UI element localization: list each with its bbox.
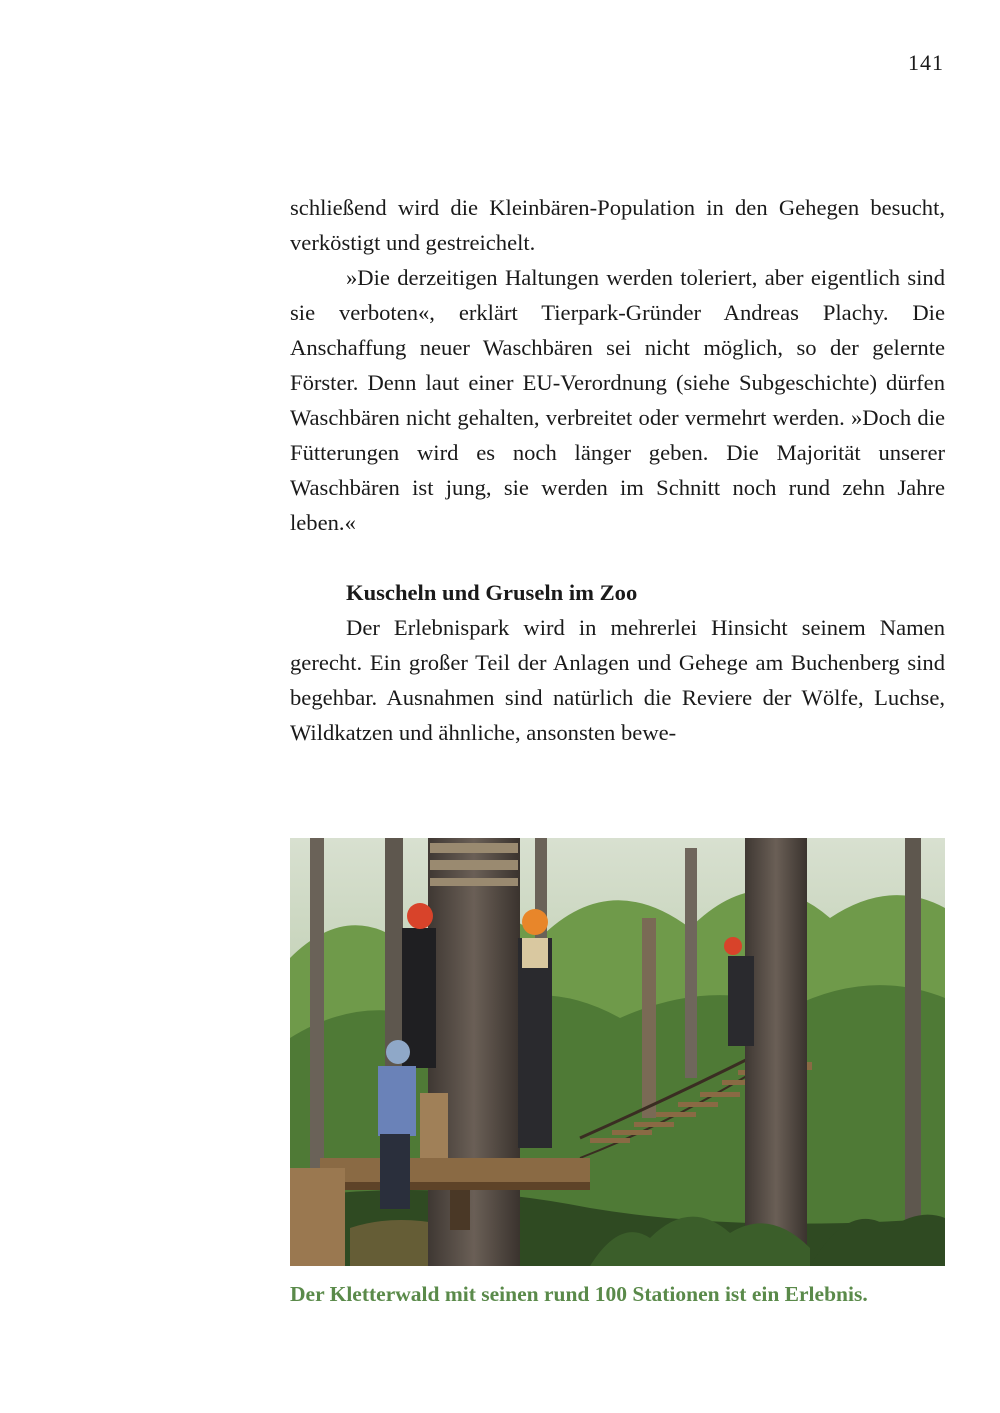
paragraph: »Die derzeitigen Haltungen werden toleriert, aber eigentlich sind sie verboten«, erklärt Tierpark-Gründer Andreas Plachy. Die Anschaffung neuer Waschbären sei nicht möglich, so der gelernte Förster. Denn laut einer EU-Verordnung (siehe Subgeschichte) dürfen Waschbären nicht gehalten, verbreitet oder vermehrt werden. »Doch die Fütterungen wird es noch länger geben. Die Majorität unserer Waschbären ist jung, sie werden im Schnitt noch rund zehn Jahre leben.« [290,265,945,535]
climbing-forest-photo [290,838,945,1266]
tree-trunk [642,918,656,1118]
climbing-holds [430,843,518,886]
tree-trunk [685,848,697,1078]
climber-orange-helmet [518,909,552,1148]
paragraph: Der Erlebnispark wird in mehrerlei Hinsicht seinem Namen gerecht. Ein großer Teil der Anlagen und Gehege am Buchenberg sind begehbar. Ausnahmen sind natürlich die Reviere der Wölfe, Luchse, Wildkatzen und ähnliche, ansonsten bewe- [290,615,945,745]
figure-caption: Der Kletterwald mit seinen rund 100 Stationen ist ein Erlebnis. [290,1282,868,1306]
main-text [290,190,945,750]
tree-trunk-right [745,838,807,1266]
section-heading: Kuscheln und Gruseln im Zoo [346,580,638,605]
tree-trunk-center [428,838,520,1266]
photo-illustration [290,838,945,1266]
tree-trunk [905,838,921,1266]
paragraph: schließend wird die Kleinbären-Population in den Gehegen besucht, verköstigt und gestreichelt. [290,195,945,255]
page-number: 141 [908,50,944,75]
